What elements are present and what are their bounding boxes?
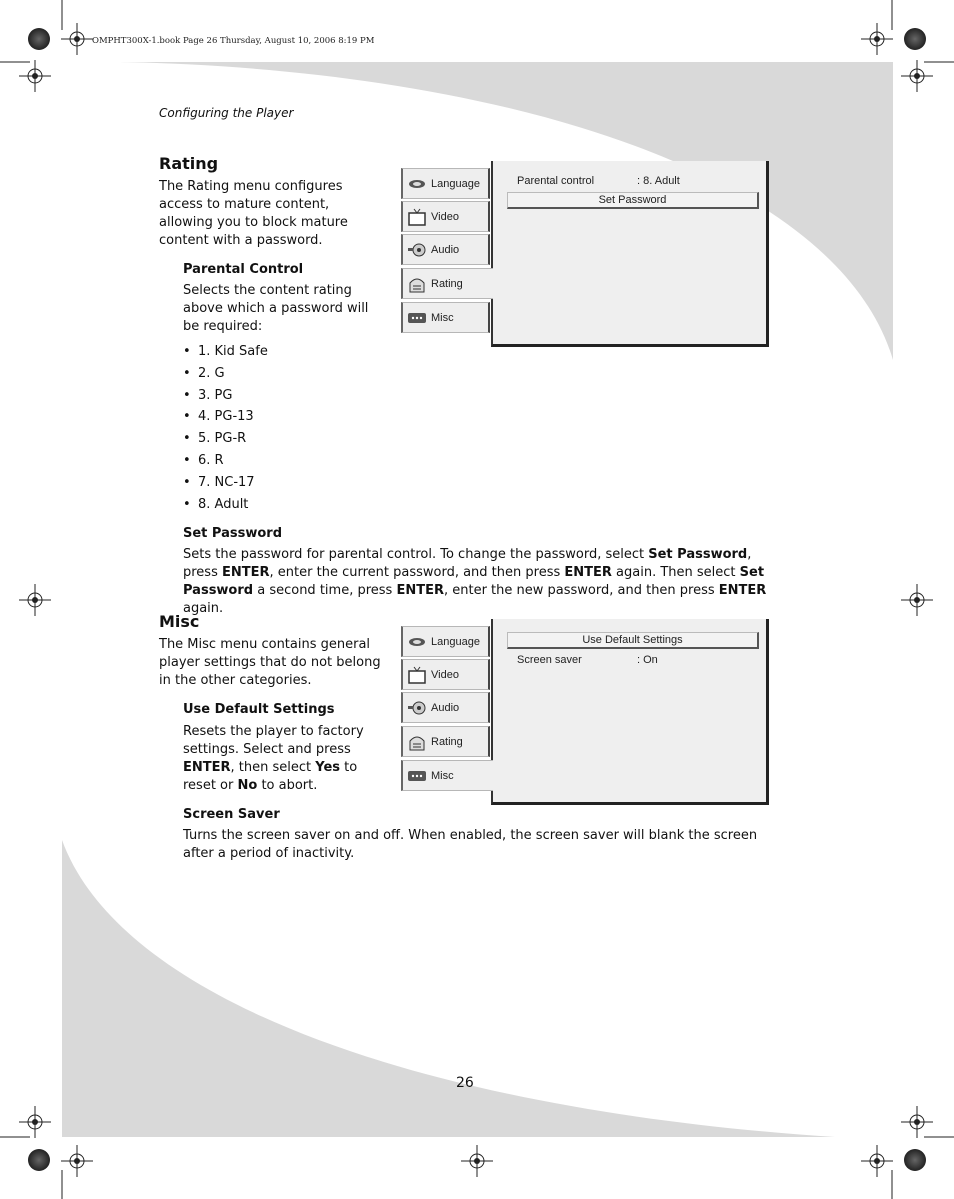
registration-mark-icon <box>461 1145 493 1177</box>
screen-saver-title: Screen Saver <box>183 807 280 822</box>
parental-control-title: Parental Control <box>183 262 304 277</box>
parental-control-text: Selects the content rating above which a password will be required: <box>183 283 369 334</box>
tab-label: Language <box>431 635 480 648</box>
rating-heading: Rating <box>159 154 219 173</box>
tab-label: Misc <box>431 311 454 324</box>
rating-settings-panel <box>491 161 769 347</box>
registration-mark-icon <box>901 584 933 616</box>
misc-heading: Misc <box>159 612 200 631</box>
rating-icon <box>407 733 427 751</box>
use-default-text: Resets the player to factory settings. Select and press ENTER, then select Yes to reset or No to abort. <box>183 724 364 793</box>
setting-value: : On <box>637 654 658 666</box>
list-item: • 2. G <box>183 363 268 385</box>
registration-mark-icon <box>61 23 93 55</box>
setting-label: Screen saver <box>517 654 582 666</box>
setting-label: Parental control <box>517 175 595 187</box>
screen-saver-text: Turns the screen saver on and off. When enabled, the screen saver will blank the screen after a period of inactivity. <box>183 828 758 861</box>
parental-control-row[interactable] <box>517 175 680 187</box>
set-password-text: Sets the password for parental control. To change the password, select Set Password, press ENTER, enter the current password, and then press ENTER again. Then select Set Password a second time, press ENTER, enter the new password, and then press ENTER again. <box>183 547 767 616</box>
misc-settings-panel <box>491 619 769 805</box>
starburst-icon <box>904 28 926 50</box>
print-slug: OMPHT300X-1.book Page 26 Thursday, August 10, 2006 8:19 PM <box>92 36 375 46</box>
registration-mark-icon <box>19 1106 51 1138</box>
starburst-icon <box>28 28 50 50</box>
list-item: • 5. PG-R <box>183 428 268 450</box>
misc-icon <box>407 309 427 327</box>
language-icon <box>407 633 427 651</box>
audio-icon <box>407 699 427 717</box>
rating-options-list <box>183 341 268 515</box>
audio-icon <box>407 241 427 259</box>
use-default-settings-button[interactable]: Use Default Settings <box>507 632 759 649</box>
misc-menu-screenshot <box>401 619 771 809</box>
list-item: • 6. R <box>183 450 268 472</box>
tab-rating[interactable] <box>401 726 490 757</box>
tab-label: Rating <box>431 735 463 748</box>
registration-mark-icon <box>61 1145 93 1177</box>
tab-label: Video <box>431 210 459 223</box>
tab-audio[interactable] <box>401 234 490 265</box>
list-item: • 1. Kid Safe <box>183 341 268 363</box>
language-icon <box>407 175 427 193</box>
rating-menu-screenshot <box>401 161 771 351</box>
tab-label: Audio <box>431 243 460 256</box>
set-password-title: Set Password <box>183 526 283 541</box>
tab-misc[interactable] <box>401 302 490 333</box>
tab-language[interactable] <box>401 168 490 199</box>
list-item: • 3. PG <box>183 385 268 407</box>
tab-label: Misc <box>431 769 454 782</box>
misc-icon <box>407 767 427 785</box>
list-item: • 7. NC-17 <box>183 472 268 494</box>
tab-label: Rating <box>431 277 463 290</box>
tab-language[interactable] <box>401 626 490 657</box>
video-icon <box>407 666 427 684</box>
tab-label: Video <box>431 668 459 681</box>
registration-mark-icon <box>19 584 51 616</box>
rating-intro: The Rating menu configures access to mature content, allowing you to block mature content with a password. <box>159 179 348 248</box>
tab-video[interactable] <box>401 201 490 232</box>
list-item: • 4. PG-13 <box>183 406 268 428</box>
tab-misc[interactable] <box>401 760 493 791</box>
starburst-icon <box>28 1149 50 1171</box>
tab-label: Audio <box>431 701 460 714</box>
use-default-title: Use Default Settings <box>183 702 335 717</box>
registration-mark-icon <box>861 1145 893 1177</box>
tab-video[interactable] <box>401 659 490 690</box>
registration-mark-icon <box>901 1106 933 1138</box>
registration-mark-icon <box>901 60 933 92</box>
page-number: 26 <box>456 1075 474 1091</box>
tab-audio[interactable] <box>401 692 490 723</box>
tab-rating[interactable] <box>401 268 493 299</box>
registration-mark-icon <box>861 23 893 55</box>
screen-saver-row[interactable] <box>517 654 658 666</box>
misc-intro: The Misc menu contains general player settings that do not belong in the other categories. <box>159 637 381 688</box>
set-password-button[interactable]: Set Password <box>507 192 759 209</box>
setting-value: : 8. Adult <box>637 175 680 187</box>
tab-label: Language <box>431 177 480 190</box>
video-icon <box>407 208 427 226</box>
starburst-icon <box>904 1149 926 1171</box>
registration-mark-icon <box>19 60 51 92</box>
running-head: Configuring the Player <box>159 106 294 120</box>
rating-icon <box>407 275 427 293</box>
list-item: • 8. Adult <box>183 494 268 516</box>
